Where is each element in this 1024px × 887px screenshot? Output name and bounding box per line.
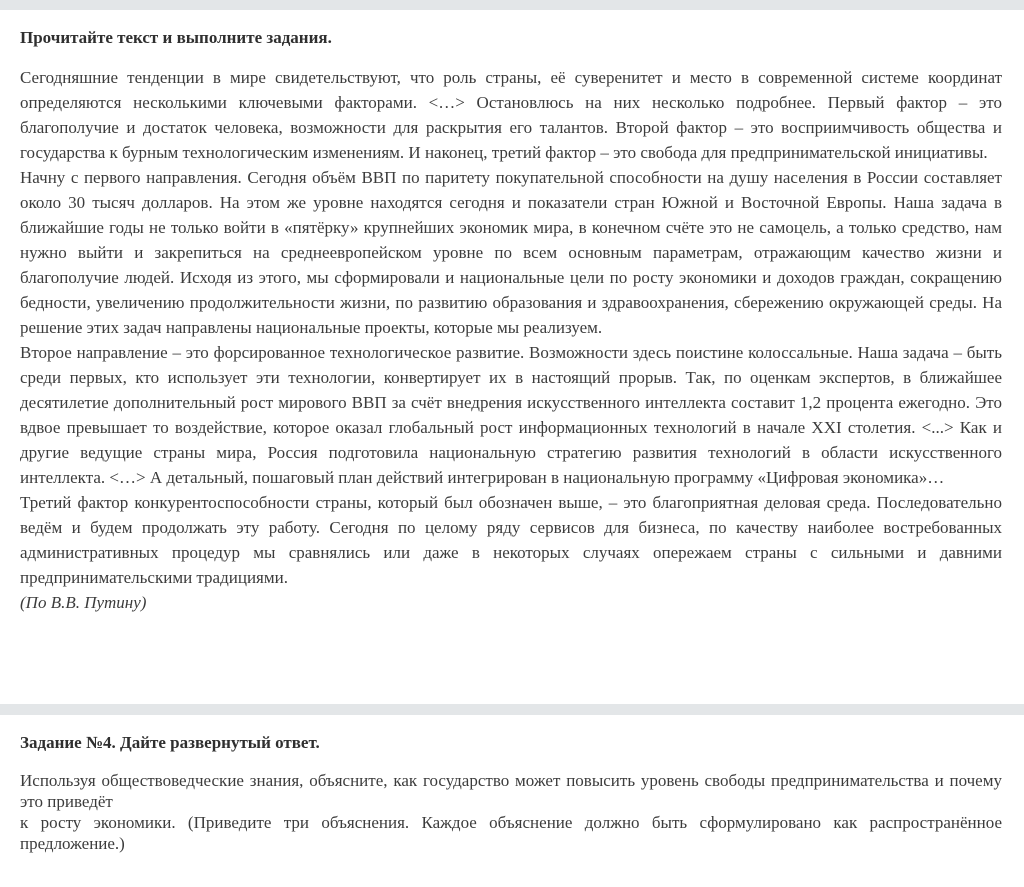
- reading-paragraph-2: Начну с первого направления. Сегодня объём ВВП по паритету покупательной способности на душу населения в России составляет около 30 тысяч долларов. На этом же уровне находятся сегодня и показатели стран Южной и Восточной Европы. Наша задача в ближайшие годы не только войти в «пятёрку» крупнейших экономик мира, в конечном счёте это не самоцель, а только средство, нам нужно выйти и закрепиться на среднеевропейском уровне по всем основным параметрам, отражающим качество жизни и благополучие людей. Исходя из этого, мы сформировали и национальные цели по росту экономики и доходов граждан, сокращению бедности, увеличению продолжительности жизни, по развитию образования и здравоохранения, сбережению окружающей среды. На решение этих задач направлены национальные проекты, которые мы реализуем.: [20, 168, 1002, 337]
- task-text: [20, 770, 1002, 854]
- reading-heading: Прочитайте текст и выполните задания.: [20, 28, 332, 47]
- reading-author: (По В.В. Путину): [20, 593, 147, 612]
- top-divider: [0, 0, 1024, 10]
- task-line-2: к росту экономики. (Приведите три объяснения. Каждое объяснение должно быть сформулировано как распространённое предложение.): [20, 813, 1002, 853]
- task-heading: Задание №4. Дайте развернутый ответ.: [20, 733, 320, 752]
- reading-text: [20, 65, 1002, 615]
- reading-card: [20, 27, 1002, 615]
- task-card: [20, 732, 1002, 854]
- section-divider: [0, 704, 1024, 715]
- task-line-1: Используя обществоведческие знания, объясните, как государство может повысить уровень свободы предпринимательства и почему это приведёт: [20, 771, 1002, 811]
- reading-paragraph-3: Второе направление – это форсированное технологическое развитие. Возможности здесь поистине колоссальные. Наша задача – быть среди первых, кто использует эти технологии, конвертирует их в настоящий прорыв. Так, по оценкам экспертов, в ближайшее десятилетие дополнительный рост мирового ВВП за счёт внедрения искусственного интеллекта составит 1,2 процента ежегодно. Это вдвое превышает то воздействие, которое оказал глобальный рост информационных технологий в начале XXI столетия. <...> Как и другие ведущие страны мира, Россия подготовила национальную стратегию развития технологий в области искусственного интеллекта. <…> А детальный, пошаговый план действий интегрирован в национальную программу «Цифровая экономика»…: [20, 343, 1002, 487]
- reading-paragraph-4: Третий фактор конкурентоспособности страны, который был обозначен выше, – это благоприятная деловая среда. Последовательно ведём и будем продолжать эту работу. Сегодня по целому ряду сервисов для бизнеса, по качеству наиболее востребованных административных процедур мы сравнялись или даже в некоторых случаях опережаем страны с сильными и давними предпринимательскими традициями.: [20, 493, 1002, 587]
- reading-paragraph-1: Сегодняшние тенденции в мире свидетельствуют, что роль страны, её суверенитет и место в современной системе координат определяются несколькими ключевыми факторами. <…> Остановлюсь на них несколько подробнее. Первый фактор – это благополучие и достаток человека, возможности для раскрытия его талантов. Второй фактор – это восприимчивость общества и государства к бурным технологическим изменениям. И наконец, третий фактор – это свобода для предпринимательской инициативы.: [20, 68, 1002, 162]
